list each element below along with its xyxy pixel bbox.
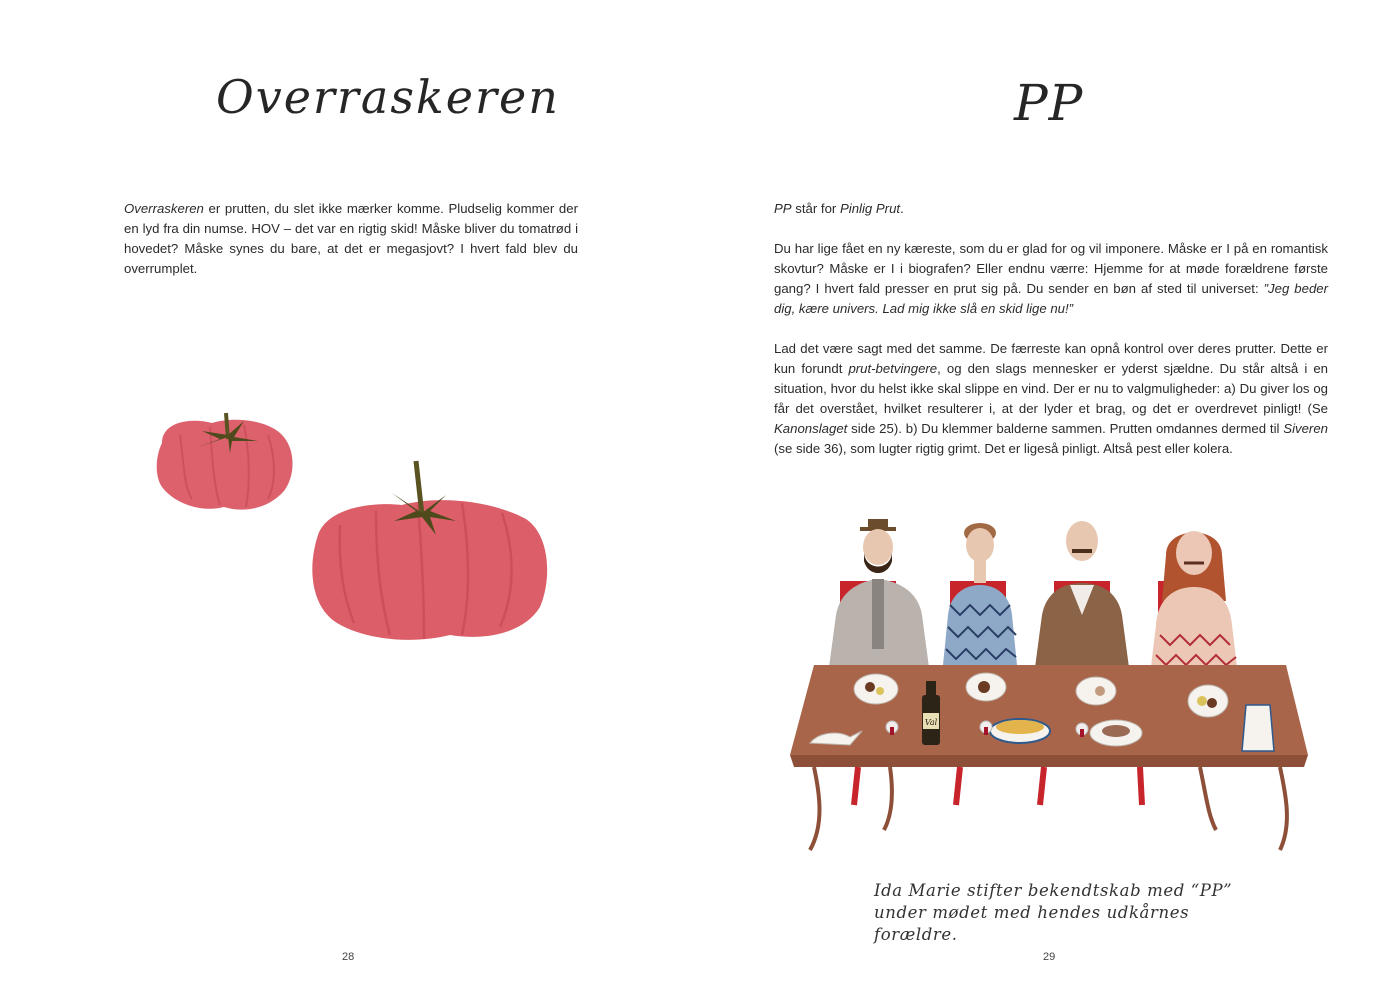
right-paragraph-3 [774,339,1328,459]
text-run: PP [774,201,792,216]
right-paragraph-1 [774,199,1328,219]
right-page [700,0,1400,990]
right-page-number: 29 [1043,951,1056,963]
dinner-table-illustration [780,505,1320,865]
text-run: Kanonslaget [774,421,848,436]
large-tomato [312,461,547,640]
text-run: . [900,201,904,216]
wine-label: Val [924,718,938,727]
left-page-number: 28 [342,951,355,963]
text-run: står for [791,201,840,216]
small-tomato [157,413,293,510]
red-haired-woman [1150,531,1238,675]
illustration-caption: Ida Marie stifter bekendtskab med “PP” under mødet med hendes udkårnes forældre. [874,881,1233,944]
text-run: (se side 36), som lugter rigtig grimt. Det er ligeså pinligt. Altså pest eller kolera. [774,441,1233,456]
text-run: ”Jeg beder dig, kære univers. Lad mig ikke slå en skid lige nu!” [774,281,1329,316]
text-run: Du har lige fået en ny kæreste, som du er glad for og vil imponere. Måske er I på en romantisk skovtur? Måske er I i biografen? Eller endnu værre: Hjemme for at møde forældrene første gang? I hvert fald presser en prut sig på. Du sender en bøn af sted til universet: [774,241,1328,296]
left-page-title: Overraskeren [216,70,560,124]
tomatoes-illustration [140,395,560,655]
right-paragraph-2 [774,239,1328,319]
text-run: , og den slags mennesker er yderst sjældne. Du står altså i en situation, hvor du helst ikke skal slippe en vind. Der er nu to valgmuligheder: a) Du giver los og får det overstået, hvilket resulterer i, at der lyder et brag, og det er overdrevet pinligt! (Se [774,361,1328,416]
text-run: Siveren [1283,421,1328,436]
text-run: side 25). b) Du klemmer balderne sammen. Prutten omdannes dermed til [847,421,1284,436]
text-run: Lad det være sagt med det samme. De færreste kan opnå kontrol over deres prutter. Dette er kun forundt [774,341,1328,376]
text-run: Overraskeren [124,201,204,216]
bald-man [1034,521,1130,675]
right-page-title: PP [1014,74,1084,132]
left-page-body [124,199,578,279]
text-run: er prutten, du slet ikke mærker komme. Pludselig kommer der en lyd fra din numse. HOV – det var en rigtig skid! Måske bliver du tomatrød i hovedet? Måske synes du bare, at det er megasjovt? I hvert fald blev du overrumplet. [124,201,578,276]
text-run: prut-betvingere [848,361,938,376]
woman-striped-dress [942,523,1018,675]
text-run: Pinlig Prut [839,201,901,216]
